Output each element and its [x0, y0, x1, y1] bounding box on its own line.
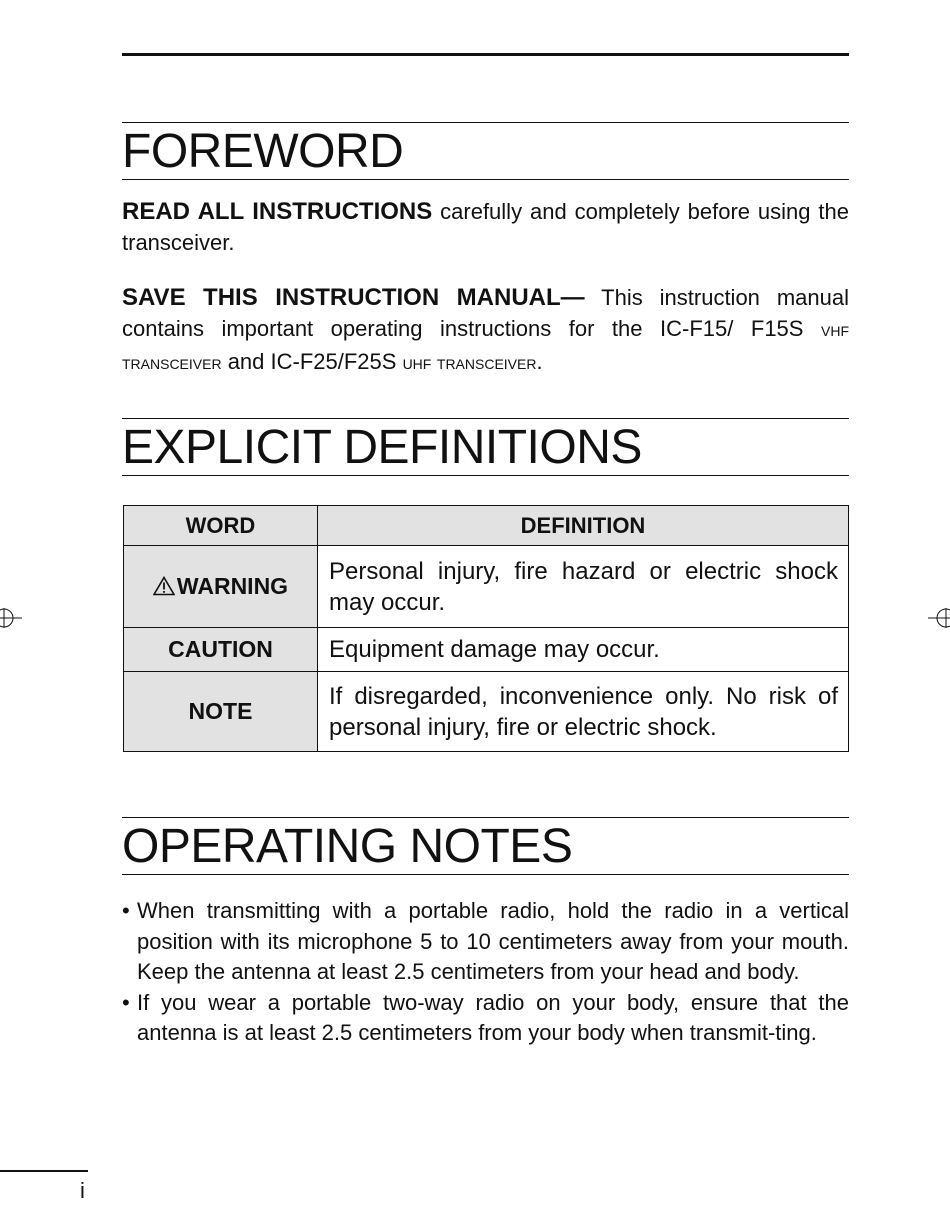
- save-manual-text-1: This instruction manual contains important operating instructions for the IC-F15/ F15S: [122, 285, 849, 341]
- warning-triangle-icon: [153, 576, 175, 596]
- definition-cell: If disregarded, inconvenience only. No risk of personal injury, fire or electric shock.: [318, 672, 849, 752]
- operating-notes-section: [122, 817, 849, 1049]
- note-text: If you wear a portable two-way radio on your body, ensure that the antenna is at least 2.5 centimeters from your body when transmit-ting.: [137, 989, 849, 1045]
- definitions-section: [122, 418, 849, 476]
- bullet: •: [122, 898, 130, 923]
- word-label: WARNING: [176, 573, 289, 599]
- read-instructions-lead: READ ALL INSTRUCTIONS: [122, 198, 433, 225]
- definition-cell: Equipment damage may occur.: [318, 628, 849, 672]
- definitions-table: [123, 505, 849, 752]
- operating-notes-list: [122, 896, 849, 1049]
- uhf-transceiver-label: uhf transceiver: [402, 352, 537, 374]
- bullet: •: [122, 989, 130, 1015]
- page-number: i: [80, 1178, 85, 1203]
- save-manual-text-3: .: [536, 349, 543, 374]
- read-instructions-text: carefully and completely before using the transceiver.: [122, 199, 849, 255]
- table-row: [124, 546, 849, 628]
- save-manual-text-2: and IC-F25/F25S: [221, 349, 403, 374]
- registration-mark-right-icon: [926, 606, 950, 630]
- definitions-header-row: [124, 506, 849, 546]
- foreword-heading: FOREWORD: [122, 122, 849, 180]
- top-rule: [122, 53, 849, 56]
- definitions-heading: EXPLICIT DEFINITIONS: [122, 418, 849, 476]
- registration-mark-left-icon: [0, 606, 24, 630]
- list-item: [122, 988, 849, 1049]
- operating-notes-heading: OPERATING NOTES: [122, 817, 849, 875]
- header-definition: DEFINITION: [318, 506, 849, 546]
- vhf-transceiver-label: vhf transceiver: [122, 319, 849, 374]
- footer-rule: [0, 1170, 88, 1172]
- save-manual-lead: SAVE THIS INSTRUCTION MANUAL—: [122, 284, 585, 311]
- table-row: [124, 628, 849, 672]
- word-cell-warning: [124, 546, 318, 628]
- note-text: When transmitting with a portable radio, hold the radio in a vertical position with its microphone 5 to 10 centimeters away from your mouth. Keep the antenna at least 2.5 centimeters from your head and body.: [137, 898, 849, 984]
- table-row: [124, 672, 849, 752]
- word-cell-caution: CAUTION: [124, 628, 318, 672]
- read-instructions-paragraph: [122, 196, 849, 258]
- header-word: WORD: [124, 506, 318, 546]
- word-cell-note: NOTE: [124, 672, 318, 752]
- save-manual-paragraph: [122, 282, 849, 379]
- foreword-section: [122, 122, 849, 379]
- list-item: [122, 896, 849, 988]
- definition-cell: Personal injury, fire hazard or electric shock may occur.: [318, 546, 849, 628]
